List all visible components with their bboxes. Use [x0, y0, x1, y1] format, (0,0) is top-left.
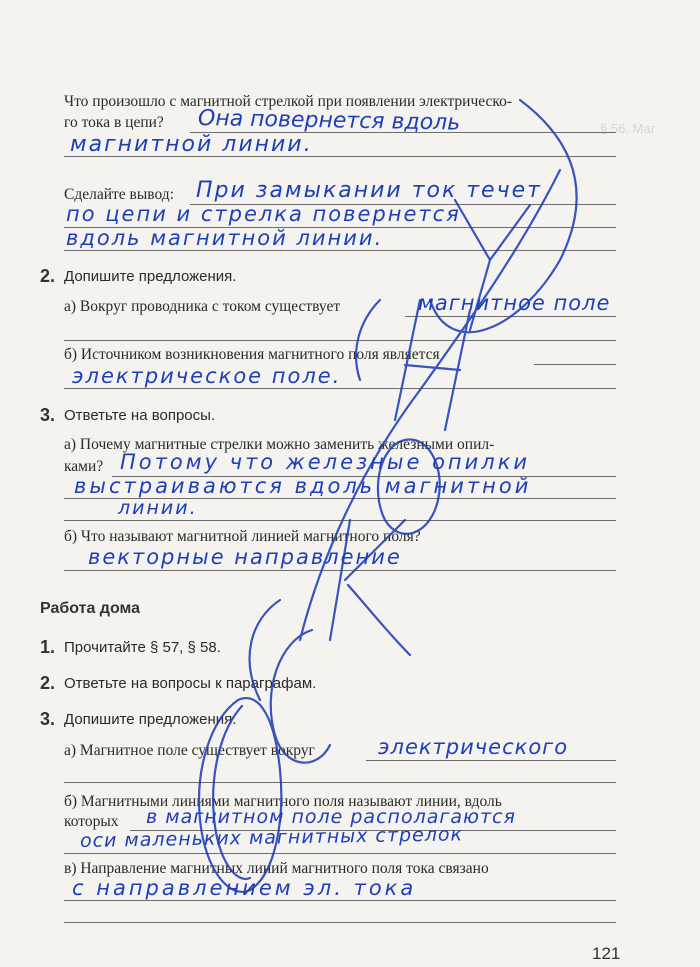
- task-number: 2.: [40, 266, 56, 286]
- handwritten-answer: вдоль магнитной линии.: [66, 226, 384, 250]
- section-title: Работа дома: [40, 600, 141, 617]
- handwritten-answer: магнитной линии.: [70, 132, 313, 157]
- bleed-through-decor: § 56. Маг: [600, 121, 656, 136]
- task3-a-text-line1: а) Почему магнитные стрелки можно заменить железными опил-: [64, 436, 495, 453]
- handwritten-answer: векторные направление: [88, 545, 402, 569]
- handwritten-answer: по цепи и стрелка повернется: [66, 202, 461, 226]
- handwritten-answer: выстраиваются вдоль магнитной: [74, 474, 532, 498]
- task3-a-text-line2: ками?: [64, 458, 104, 475]
- handwritten-answer: При замыкании ток течет: [196, 178, 542, 203]
- task-number: 3.: [40, 405, 56, 425]
- homework-a-text: а) Магнитное поле существует вокруг: [64, 742, 315, 759]
- homework-b-text-line1: б) Магнитными линиями магнитного поля называют линии, вдоль: [64, 793, 502, 810]
- homework-item1-text: Прочитайте § 57, § 58.: [64, 639, 221, 656]
- q-current-prompt-line2: го тока в цепи?: [64, 114, 164, 131]
- task-title: Допишите предложения.: [64, 268, 237, 285]
- task2-b-text: б) Источником возникновения магнитного поля является: [64, 346, 440, 363]
- task2-a-text: а) Вокруг проводника с током существует: [64, 298, 341, 315]
- handwritten-answer: Она повернется вдоль: [197, 106, 461, 136]
- page-number: 121: [592, 944, 621, 963]
- conclusion-prompt: Сделайте вывод:: [64, 186, 174, 203]
- homework-item3-text: Допишите предложения.: [64, 711, 237, 728]
- handwritten-answer: электрического: [378, 735, 569, 759]
- q-current-prompt-line1: Что произошло с магнитной стрелкой при появлении электрическо-: [64, 93, 513, 110]
- handwritten-answer: электрическое поле.: [72, 364, 342, 388]
- task-title: Ответьте на вопросы.: [64, 407, 216, 424]
- task-number: 2.: [40, 673, 56, 693]
- handwritten-answer: Потому что железные опилки: [120, 450, 531, 474]
- homework-c-text: в) Направление магнитных линий магнитного поля тока связано: [64, 860, 489, 877]
- task-number: 1.: [40, 637, 56, 657]
- homework-b-text-line2: которых: [64, 813, 119, 830]
- task3-b-text: б) Что называют магнитной линией магнитного поля?: [64, 528, 421, 545]
- handwritten-answer: магнитное поле: [418, 291, 611, 315]
- handwritten-answer: оси маленьких магнитных стрелок: [79, 823, 464, 852]
- homework-item2-text: Ответьте на вопросы к параграфам.: [64, 675, 317, 692]
- handwritten-answer: в магнитном поле располагаются: [146, 806, 516, 828]
- handwritten-answer: линии.: [118, 497, 198, 519]
- handwritten-answer: с направлением эл. тока: [72, 876, 417, 900]
- task-number: 3.: [40, 709, 56, 729]
